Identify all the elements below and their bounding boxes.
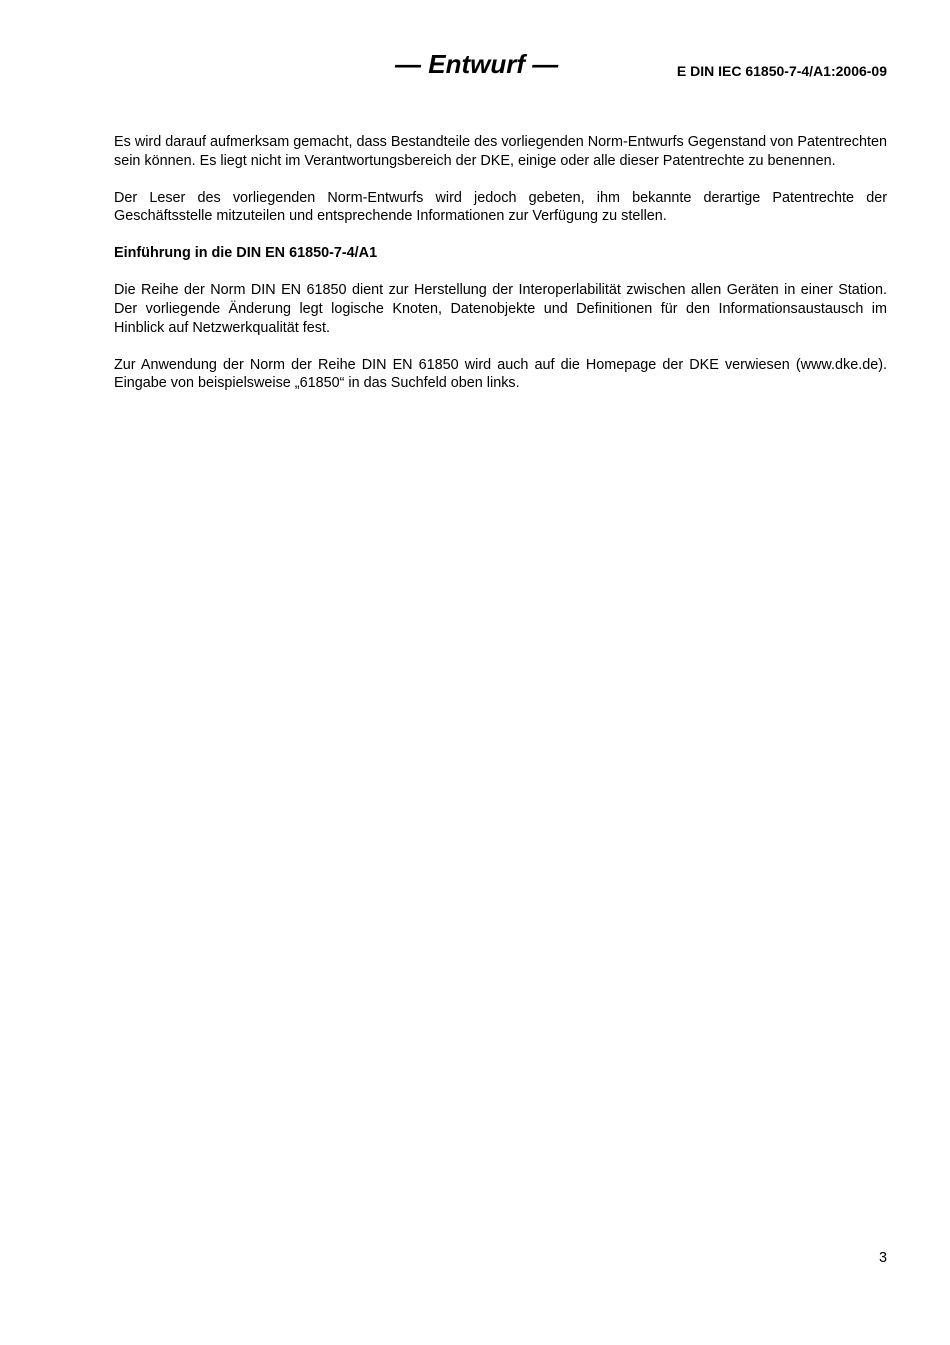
patent-request-paragraph: Der Leser des vorliegenden Norm-Entwurfs wird jedoch gebeten, ihm bekannte derartige Patentrechte der Geschäftsstelle mitzuteilen und entsprechende Informationen zur Verfügung zu stellen. xyxy=(114,189,887,225)
document-body xyxy=(114,133,887,411)
page-number: 3 xyxy=(878,1250,887,1266)
section-heading: Einführung in die DIN EN 61850-7-4/A1 xyxy=(114,245,378,262)
draft-label: — Entwurf — xyxy=(395,49,559,79)
introduction-paragraph: Die Reihe der Norm DIN EN 61850 dient zur Herstellung der Interoperlabilität zwischen allen Geräten in einer Station. Der vorliegende Änderung legt logische Knoten, Datenobjekte und Definitionen für den Informationsaustausch im Hinblick auf Netzwerkqualität fest. xyxy=(114,282,887,336)
homepage-reference-paragraph: Zur Anwendung der Norm der Reihe DIN EN 61850 wird auch auf die Homepage der DKE verwiesen (www.dke.de). Eingabe von beispielsweise „61850“ in das Suchfeld oben links. xyxy=(114,356,887,392)
patent-notice-paragraph: Es wird darauf aufmerksam gemacht, dass Bestandteile des vorliegenden Norm-Entwurfs Gegenstand von Patentrechten sein können. Es liegt nicht im Verantwortungsbereich der DKE, einige oder alle dieser Patentrechte zu benennen. xyxy=(114,134,887,169)
document-id: E DIN IEC 61850-7-4/A1:2006-09 xyxy=(676,63,887,79)
